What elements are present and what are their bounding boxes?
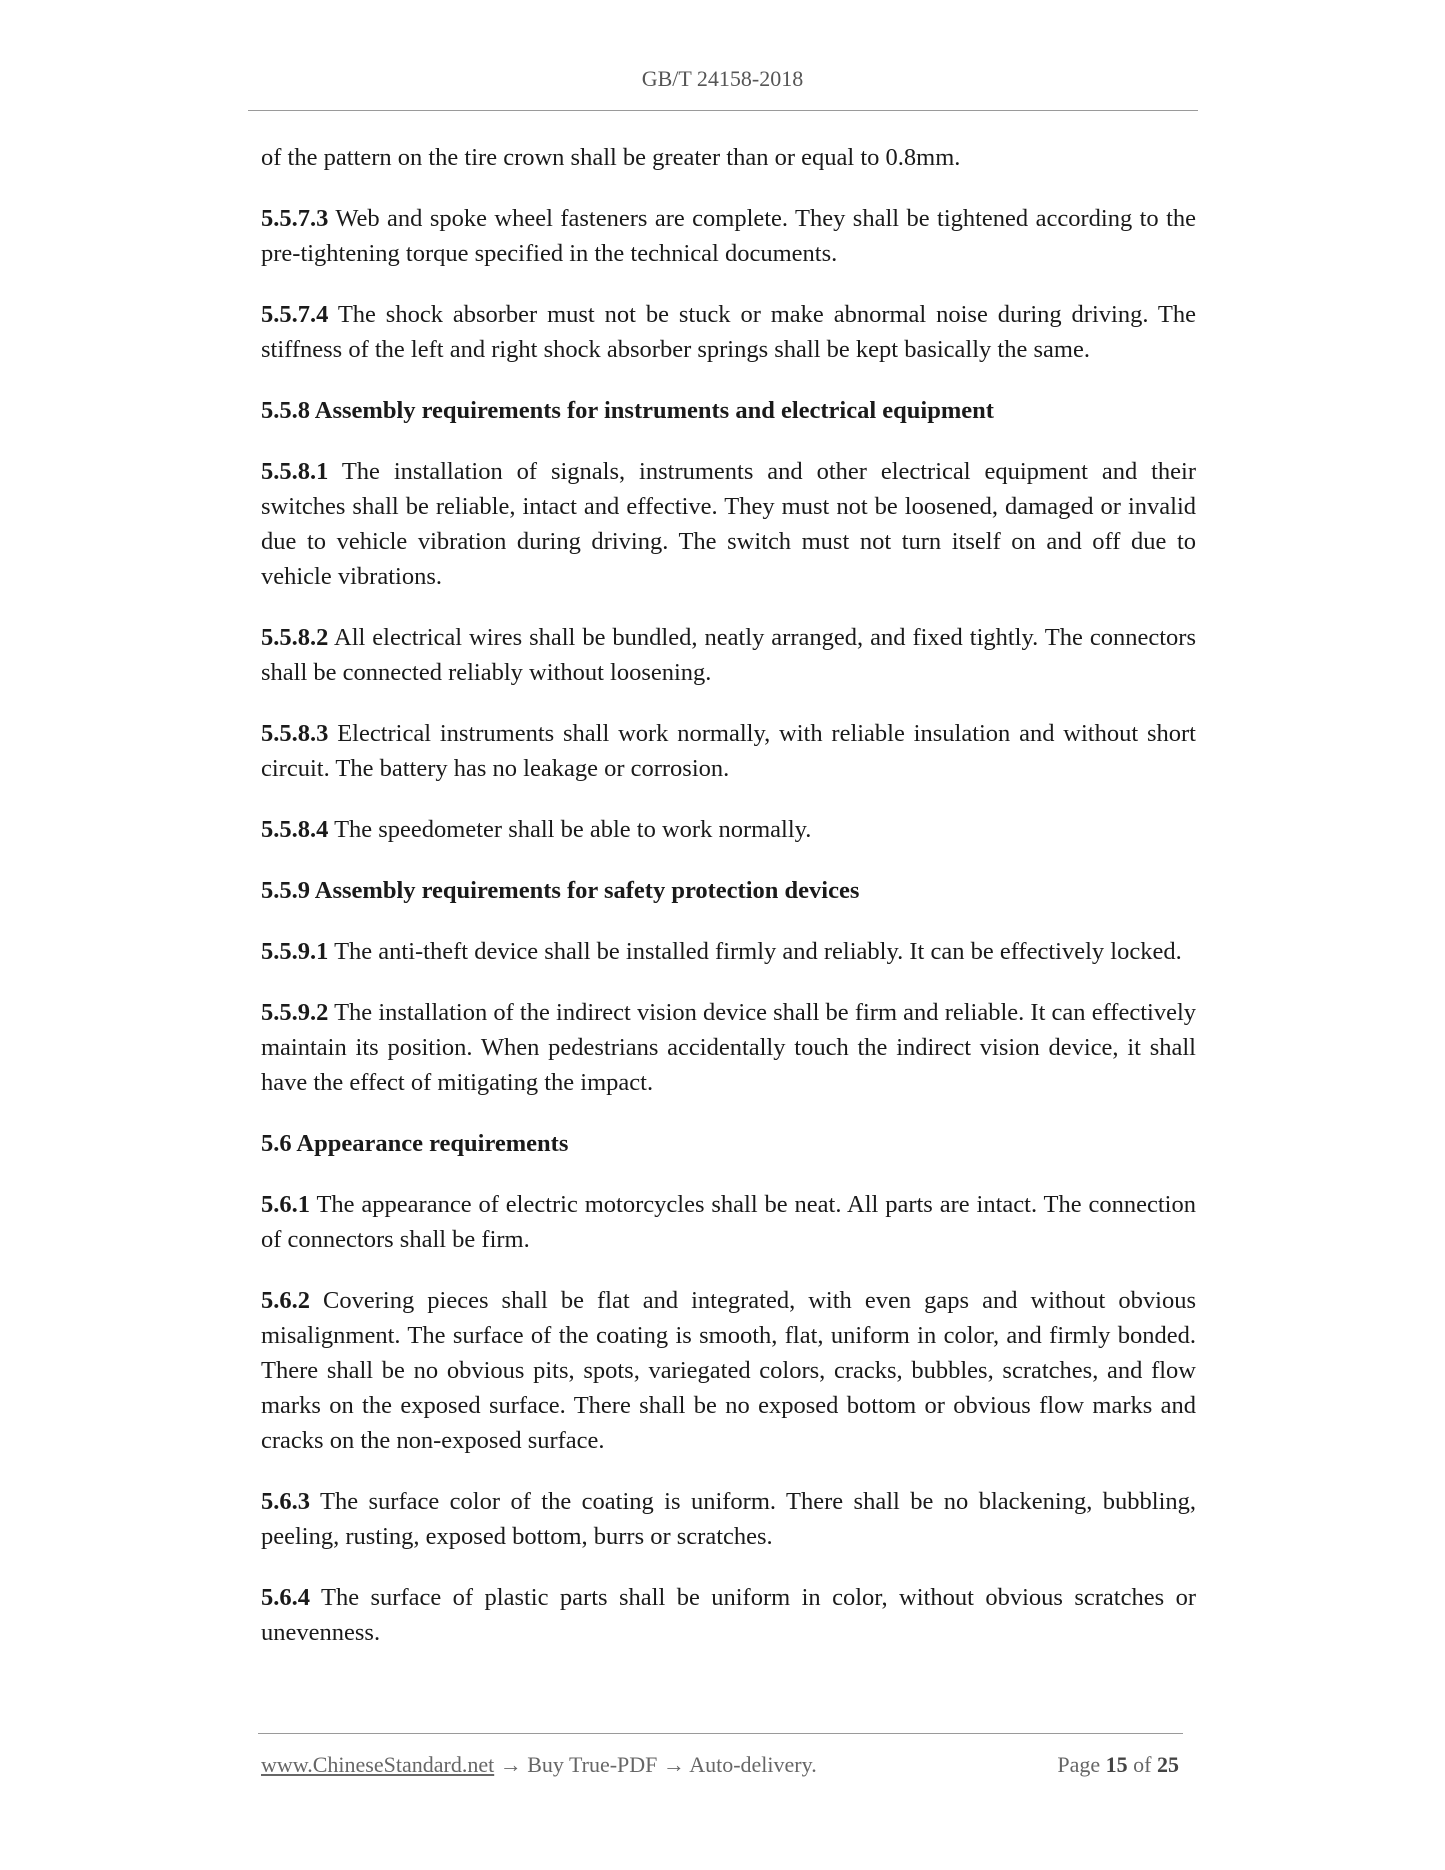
clause-text: Covering pieces shall be flat and integrated, with even gaps and without obvious misalignment. The surface of the coating is smooth, flat, uniform in color, and firmly bonded. There shall be no obvious pits, spots, variegated colors, cracks, bubbles, scratches, and flow marks on the exposed surface. There shall be no exposed bottom or obvious flow marks and cracks on the non-exposed surface. [261, 1287, 1196, 1454]
page-header-title: GB/T 24158-2018 [641, 66, 804, 91]
clause-number: 5.5.9.1 [261, 938, 329, 965]
paragraph-continuation [261, 140, 1196, 175]
clause-5-6-1 [261, 1187, 1196, 1257]
clause-number: 5.5.7.4 [261, 301, 329, 328]
header-divider [248, 110, 1198, 111]
clause-text: All electrical wires shall be bundled, neatly arranged, and fixed tightly. The connectors shall be connected reliably without loosening. [261, 624, 1196, 686]
clause-text: The installation of signals, instruments and other electrical equipment and their switches shall be reliable, intact and effective. They must not be loosened, damaged or invalid due to vehicle vibration during driving. The switch must not turn itself on and off due to vehicle vibrations. [261, 458, 1196, 590]
paragraph-text: of the pattern on the tire crown shall be greater than or equal to 0.8mm. [261, 144, 961, 171]
clause-text: The anti-theft device shall be installed firmly and reliably. It can be effectively locked. [334, 938, 1182, 965]
clause-text: The surface of plastic parts shall be uniform in color, without obvious scratches or unevenness. [261, 1584, 1196, 1646]
clause-number: 5.5.7.3 [261, 205, 329, 232]
clause-number: 5.5.8.3 [261, 720, 329, 747]
section-heading-5-5-9: 5.5.9 Assembly requirements for safety protection devices [261, 877, 860, 904]
buy-pdf-text: Buy True-PDF [527, 1752, 658, 1777]
clause-5-5-8-2 [261, 620, 1196, 690]
clause-5-5-7-4 [261, 297, 1196, 367]
footer-promo [261, 1752, 817, 1778]
footer-divider [258, 1733, 1183, 1734]
clause-5-5-8-4 [261, 812, 1196, 847]
clause-5-5-8-1 [261, 454, 1196, 594]
clause-5-5-9-2 [261, 995, 1196, 1100]
clause-number: 5.5.8.4 [261, 816, 329, 843]
auto-delivery-text: Auto-delivery. [689, 1752, 817, 1777]
section-heading-5-5-8: 5.5.8 Assembly requirements for instruments and electrical equipment [261, 397, 994, 424]
clause-text: The shock absorber must not be stuck or make abnormal noise during driving. The stiffness of the left and right shock absorber springs shall be kept basically the same. [261, 301, 1196, 363]
clause-5-5-9-1 [261, 934, 1196, 969]
clause-number: 5.6.3 [261, 1488, 310, 1515]
clause-text: Web and spoke wheel fasteners are complete. They shall be tightened according to the pre-tightening torque specified in the technical documents. [261, 205, 1197, 267]
clause-5-5-7-3 [261, 201, 1196, 271]
of-label: of [1133, 1752, 1152, 1777]
page-number [1057, 1752, 1179, 1778]
clause-5-6-3 [261, 1484, 1196, 1554]
clause-5-6-4 [261, 1580, 1196, 1650]
clause-text: The installation of the indirect vision device shall be firm and reliable. It can effectively maintain its position. When pedestrians accidentally touch the indirect vision device, it shall have the effect of mitigating the impact. [261, 999, 1196, 1096]
clause-text: The surface color of the coating is uniform. There shall be no blackening, bubbling, peeling, rusting, exposed bottom, burrs or scratches. [261, 1488, 1197, 1550]
clause-5-5-8-3 [261, 716, 1196, 786]
clause-5-6-2 [261, 1283, 1196, 1458]
clause-number: 5.6.1 [261, 1191, 310, 1218]
document-body [261, 140, 1196, 1676]
arrow-right-icon: → [499, 1752, 522, 1777]
total-pages: 25 [1157, 1752, 1179, 1777]
clause-text: The appearance of electric motorcycles shall be neat. All parts are intact. The connection of connectors shall be firm. [261, 1191, 1196, 1253]
clause-number: 5.5.9.2 [261, 999, 329, 1026]
clause-number: 5.5.8.1 [261, 458, 329, 485]
clause-number: 5.5.8.2 [261, 624, 329, 651]
current-page: 15 [1105, 1752, 1128, 1777]
arrow-right-icon: → [662, 1752, 685, 1777]
clause-number: 5.6.2 [261, 1287, 310, 1314]
section-heading-5-6: 5.6 Appearance requirements [261, 1130, 569, 1157]
clause-text: Electrical instruments shall work normally, with reliable insulation and without short circuit. The battery has no leakage or corrosion. [261, 720, 1196, 782]
page-label: Page [1057, 1752, 1101, 1777]
clause-number: 5.6.4 [261, 1584, 310, 1611]
clause-text: The speedometer shall be able to work normally. [334, 816, 812, 843]
website-link[interactable]: www.ChineseStandard.net [261, 1752, 495, 1777]
